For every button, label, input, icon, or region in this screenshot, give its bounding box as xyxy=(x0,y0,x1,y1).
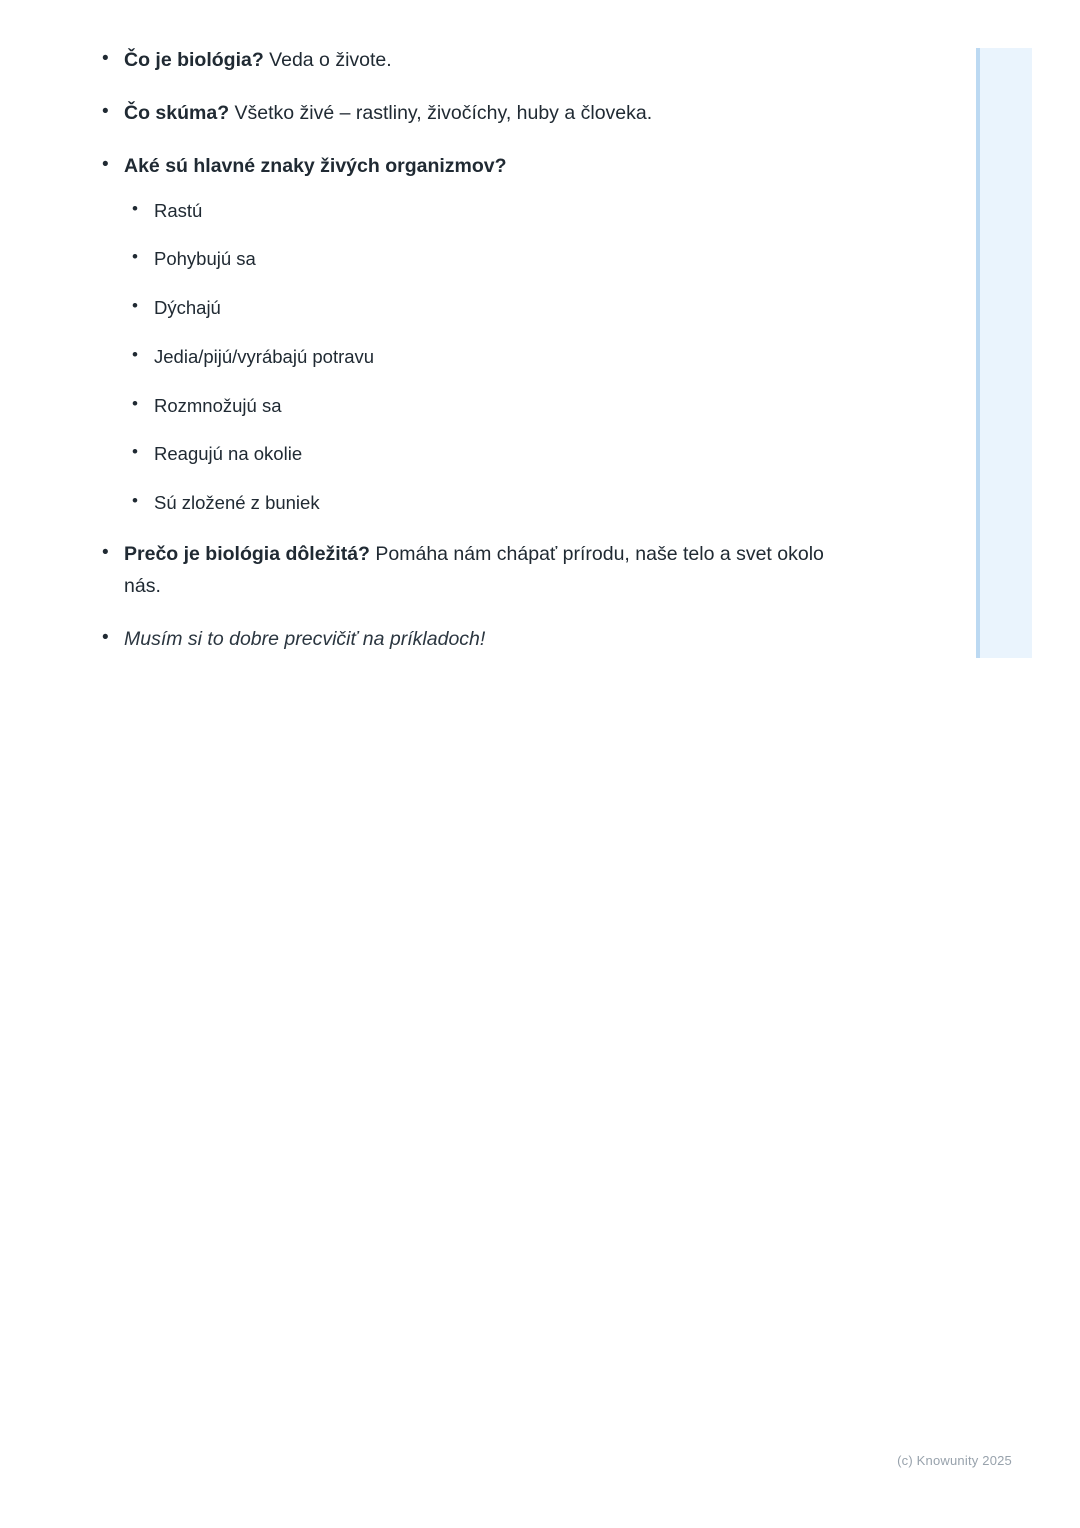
list-item xyxy=(96,538,856,602)
list-item xyxy=(96,97,856,129)
bullet-lead: Aké sú hlavné znaky živých organizmov? xyxy=(124,155,507,178)
sub-list-item: • Pohybujú sa xyxy=(124,245,856,273)
bullet-lead: Čo skúma? xyxy=(124,102,230,125)
sub-list-item: • Dýchajú xyxy=(124,294,856,322)
list-item xyxy=(96,44,856,76)
list-item xyxy=(96,150,856,516)
decorative-side-strip xyxy=(976,48,1032,658)
bullet-lead: Čo je biológia? xyxy=(124,49,264,71)
sub-list-item: • Reagujú na okolie xyxy=(124,440,856,468)
bullet-lead: Prečo je biológia dôležitá? xyxy=(124,542,370,565)
sub-list-item: • Rozmnožujú sa xyxy=(124,392,856,420)
sub-list-wrapper xyxy=(124,197,856,517)
sub-list-item: • Sú zložené z buniek xyxy=(124,489,856,517)
sub-list-item: • Rastú xyxy=(124,197,856,225)
sub-bullet-list xyxy=(124,197,856,517)
bullet-text: Pomáha nám chápať prírodu, naše telo a svet okolo nás. xyxy=(124,542,824,597)
bullet-text: Veda o živote. xyxy=(263,49,392,71)
bullet-text: Všetko živé – rastliny, živočíchy, huby a človeka. xyxy=(229,102,653,125)
bullet-italic-note: Musím si to dobre precvičiť na príkladoch! xyxy=(124,628,486,651)
list-item xyxy=(96,623,856,655)
sub-list-item: • Jedia/pijú/vyrábajú potravu xyxy=(124,343,856,371)
footer-copyright: (c) Knowunity 2025 xyxy=(897,1453,1012,1468)
notes-content xyxy=(96,44,856,676)
main-bullet-list xyxy=(96,44,856,655)
